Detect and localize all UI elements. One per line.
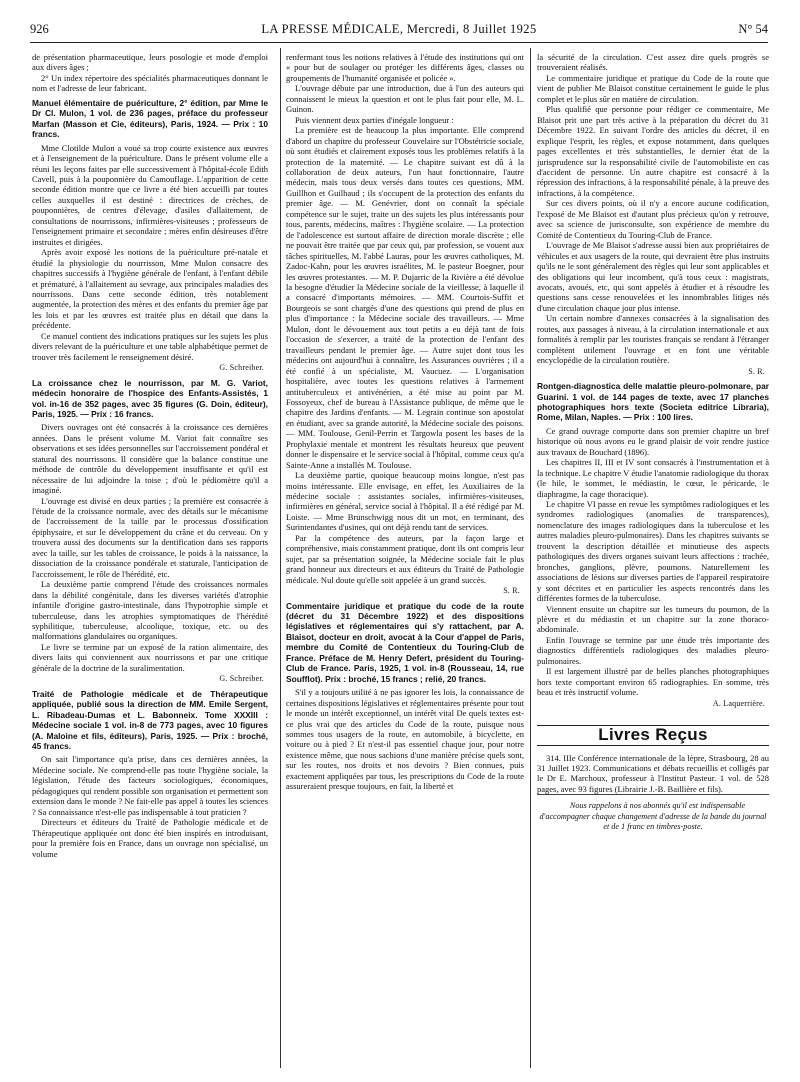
- review-paragraph: La première est de beaucoup la plus importante. Elle comprend d'abord un chapitre du professeur Couvelaire sur l'Obstétricie sociale, où sont étudiés et clairement exposés tous les problèmes relatifs à la protection de la maternité. — Le chapitre suivant est dû à la collaboration de deux auteurs, l'un haut fonctionnaire, l'autre médecin, mais tous deux versés dans toutes ces questions, MM. Guillhon et Guilhaud ; ils s'occupent de la protection des enfants du premier âge. — M. Genévrier, dont on connaît la spéciale compétence sur le sujet, traite un des sujets les plus intéressants pour tous, parents, médecins, maîtres : l'hygiène scolaire. — La protection de l'adolescence est surtout affaire de direction morale discrète ; elle ne pouvait être traitée que par ceux qui, par profession, se vouent aux tâches spirituelles, M. l'abbé Lauras, pour les œuvres catholiques, M. Zadoc-Kahn, pour les œuvres israélites, M. le pasteur Boegner, pour les œuvres protestantes. — M. P. Dujarric de la Rivière a été dévolue la besogne d'étudier la Médecine sociale de la vieillesse, à laquelle il a consacré d'importants mémoires. — MM. Courtois-Suffit et Bourgeois se sont chargés d'une des questions qui prend de plus en plus d'importance : la Médecine sociale des travailleurs. — Mme Mulon, dont le dévouement aux tout petits a eu déjà tant de fois l'occasion de s'exercer, a traité de la protection de l'enfant des travailleurs pendant le premier âge. — Autre sujet dont tous les médecins ont aujourd'hui à connaître, les Assurances ouvrières ; il a été confié à un spécialiste, M. Vaucuez. — L'organisation hospitalière, avec toutes les questions relatives à l'armement antituberculeux et antivénérien, a été mise au point par M. Fossoyeux, chef de bureau à l'Assistance publique, de même que le chapitre des Jardins d'enfants. — M. Legrain continue son apostolat en étudiant, avec sa grande autorité, la Médecine sociale des poisons. — MM. Toulouse, Genil-Perrin et Targowla posent les bases de la Prophylaxie mentale et montrent les résultats heureux que peuvent donner le dispensaire et le service social à l'hôpital, comme ceux qu'a Sainte-Anne a installés M. Toulouse.: [286, 125, 524, 470]
- review-paragraph: Divers ouvrages ont été consacrés à la croissance ces dernières années. Dans le présent volume M. Variot fait connaître ses observations et ses idées personnelles sur l'accroissement pondéral et statural des nourrissons. Il considère que la balance constitue une méthode de contrôle du développement insuffisante et qu'il est nécessaire de lui adjoindre la toise ; d'où le pédiomètre qu'il a imaginé.: [32, 422, 268, 496]
- review-paragraph: Le livre se termine par un exposé de la ration alimentaire, des divers laits qui conviennent aux nourrissons et par une critique générale de la doctrine de la suralimentation.: [32, 641, 268, 673]
- header-rule: [30, 42, 768, 43]
- review-paragraph: S'il y a toujours utilité à ne pas ignorer les lois, la connaissance de certaines dispositions législatives et réglementaires présente pour tout le monde un intérêt exceptionnel, un intérêt vital De quels textes est-ce plus vrai que des articles du Code de la route, puisque nous sommes tous usagers de la route, en automobile, à bicyclette, en voiture ou à pied ? Et n'est-il pas essentiel chaque jour, pour notre existence même, que nous sachions d'une manière précise quels sont, sur les routes, nos droits et nos devoirs ? Bien connues, puis exactement appliquées par tous, les prescriptions du Code de la route assureraient presque toujours, en fait, la liberté et: [286, 687, 524, 792]
- review-paragraph: Les chapitres II, III et IV sont consacrés à l'instrumentation et à la technique. Le chapitre V étudie l'anatomie radiologique du thorax (le hile, le sommet, le médiastin, le cœur, le péricarde, le diaphragme, la cage thoracique).: [537, 457, 769, 499]
- review-paragraph: Sur ces divers points, où il n'y a encore aucune codification, l'exposé de Me Blaisot est d'autant plus précieux qu'on y retrouve, avec sa science de jurisconsulte, son expérience de membre du Comité de Contentieux du Touring-Club de France.: [537, 198, 769, 240]
- reviewer-signature: G. Schreiber.: [219, 674, 264, 684]
- review-paragraph: Puis viennent deux parties d'inégale longueur :: [295, 114, 454, 125]
- review-paragraph: Il est largement illustré par de belles planches photographiques hors texte comportant environ 65 radiographies. En somme, très beau et très instructif volume.: [537, 666, 769, 698]
- livres-recus-section: [537, 725, 769, 794]
- review-paragraph: Mme Clotilde Mulon a voué sa trop courte existence aux œuvres et à l'enseignement de la puériculture. Dans le présent volume elle a réuni les leçons faites par elle successivement à l'hôpital-école Edith Cavell, puis à la pouponnière du Camouflage. L'apparition de cette seconde édition montre que ce livre a été bien accueilli par toutes celles auxquelles il est destiné : directrices de crèches, de pouponnières, de centres d'élevage, d'asiles d'allaitement, de consultations de nourrissons, infirmières-visiteuses ; professeurs de l'enseignement primaire et secondaire ; mères enfin désireuses d'être instruites et dirigées.: [32, 142, 268, 247]
- subscriber-notice: Nous rappelons à nos abonnés qu'il est indispensable d'accompagner chaque changement d'adresse de la bande du journal et de 1 franc en timbres-poste.: [537, 794, 769, 832]
- review-paragraph: On sait l'importance qu'a prise, dans ces dernières années, la Médecine sociale. Ne comprend-elle pas toute l'hygiène sociale, la législation, l'étude des facteurs sociologiques, économiques, pédagogiques qui rendent possible son organisation et permettent son extension dans le monde ? Ne fait-elle pas appel à toutes les sciences ? Sa connaissance n'est-elle pas indispensable à tout praticien ?: [32, 754, 268, 817]
- reviewer-signature: S. R.: [503, 586, 520, 596]
- journal-title: LA PRESSE MÉDICALE, Mercredi, 8 Juillet 1925: [261, 22, 537, 36]
- review-paragraph: Plus qualifié que personne pour rédiger ce commentaire, Me Blaisot prit une part très active à la préparation du décret du 31 Décembre 1922. En suivant l'ordre des articles du décret, il en explique l'esprit, les règles, et expose notamment, dans quelques pages excellentes et très substantielles, le dernier état de la jurisprudence sur la responsabilité civile de l'automobiliste en cas d'accident de personne. Un autre chapitre est consacré à la répression des infractions, à la responsabilité pénale, à la preuve des infractions, à la compétence.: [537, 104, 769, 198]
- review-heading-code-route: Commentaire juridique et pratique du code de la route (décret du 31 Décembre 1922) et des dispositions législatives et réglementaires qui s'y rattachent, par A. Blaisot, docteur en droit, avocat à la Cour d'appel de Paris, membre du Comité de Contentieux du Touring-Club de France. Préface de M. Henry Defert, président du Touring-Club de France. Paris, 1925, 1 vol. in-8 (Rousseau, 14, rue Soufflot). Prix : broché, 15 francs ; relié, 20 francs.: [286, 600, 524, 684]
- review-paragraph: Par la compétence des auteurs, par la façon large et compréhensive, mais constamment pratique, dont ils ont compris leur sujet, par sa présentation soignée, la Médecine sociale fait le plus grand honneur aux directeurs et aux éditeurs du Traité de Pathologie médicale. Nul doute qu'elle soit appelée à un grand succès.: [286, 532, 524, 585]
- livres-recus-item: 314. IIIe Conférence internationale de la lèpre, Strasbourg, 28 au 31 Juillet 1923. Communications et débats recueillis et colligés par le Dr E. Marchoux, professeur à l'Institut Pasteur. 1 vol. de 528 pages, avec 93 figures (Librairie J.-B. Baillière et fils).: [537, 752, 769, 794]
- review-paragraph: Enfin l'ouvrage se termine par une étude très importante des diagnostics différentiels radiologiques des maladies pleuro-pulmonaires.: [537, 634, 769, 666]
- review-paragraph: La deuxième partie comprend l'étude des croissances normales dans la débilité congénitale, dans les diverses variétés d'atrophie infantile d'origine gastro-intestinale, dans l'hypotrophie simple et tuberculeuse, dans les atrophies symptomatiques de l'hérédité syphilitique, tuberculeuse, alcoolique, toxique, etc. ou des malformations glandulaires ou organiques.: [32, 579, 268, 642]
- issue-number: N° 54: [738, 22, 768, 36]
- review-paragraph: Directeurs et éditeurs du Traité de Pathologie médicale et de Thérapeutique appliquée ont donc été bien inspirés en introduisant, pour la première fois en France, dans un ouvrage non spécialisé, un volume: [32, 817, 268, 859]
- column-1: [32, 52, 268, 1068]
- column-divider-2: [530, 48, 531, 1068]
- column-3: [537, 52, 769, 1068]
- review-paragraph: Le chapitre VI passe en revue les symptômes radiologiques et les syndromes radiologiques (anomalies de transparences), nomenclature des images radiologiques dans la tuberculose et les autres maladies pleuro-pulmonaires). Dans les chapitres suivants se trouvent la description détaillée et minutieuse des aspects pathologiques des divers organes suivant leurs affections : trachée, bronches, ganglions, plèvre, poumons. Naturellement les associations de lésions sur diverses parties de l'appareil respiratoire y sont décrites et en particulier les aspects rencontrés dans les différentes formes de la tuberculose.: [537, 499, 769, 604]
- review-paragraph: La deuxième partie, quoique beaucoup moins longue, n'est pas moins intéressante. Elle envisage, en effet, les Auxiliaires de la médecine sociale : assistantes sociales, infirmières-visiteuses, infirmières en général, service social à l'hôpital. Il a été rédigé par M. Loiste. — Mme Brunschwigg nous dit un mot, en terminant, des Surintendantes d'usines, qui ont déjà rendu tant de services.: [286, 470, 524, 533]
- review-paragraph: L'ouvrage est divisé en deux parties ; la première est consacrée à l'étude de la croissance normale, avec des détails sur le mécanisme de l'accroissement de la taille par le processus d'ossification épiphysaire, et sur le développement du crâne et du cerveau. On y trouvera aussi des documents sur la dentification dans ses rapports avec la taille, sur les tables de croissance, le poids à la naissance, la dissociation de la croissance pondérale et staturale, l'anticipation de l'accroissement, le rôle de l'hérédité, etc.: [32, 495, 268, 579]
- review-paragraph: Un certain nombre d'annexes consacrées à la signalisation des routes, aux passages à niveau, à la circulation internationale et aux formalités à remplir par les touristes français se rendant à l'étranger complètent utilement l'ouvrage et en font une véritable encyclopédie de la circulation routière.: [537, 313, 769, 366]
- review-heading-rontgen: Rontgen-diagnostica delle malattie pleuro-polmonare, par Guarini. 1 vol. de 144 pages de texte, avec 17 planches photographiques hors texte (Societa editrice Libraria), Rome, Milan, Naples. — Prix : 100 lires.: [537, 381, 769, 423]
- review-paragraph: L'ouvrage de Me Blaisot s'adresse aussi bien aux propriétaires de véhicules et aux usagers de la route, qui devraient être plus instruits qu'ils ne le sont généralement des règles qui leur sont applicables et des obligations qui leur incombent, qu'à tous ceux : magistrats, avocats, avoués, etc, qui sont appelés à étudier et à résoudre les questions sans cesse renouvelées et les innombrables litiges nés d'une circulation chaque jour plus intense.: [537, 240, 769, 313]
- review-paragraph: Viennent ensuite un chapitre sur les tumeurs du poumon, de la plèvre et du médiastin et un chapitre sur la zone thoraco-abdominale.: [537, 603, 769, 635]
- review-paragraph: Ce grand ouvrage comporte dans son premier chapitre un bref historique où nous avons eu le grand plaisir de voir rendre justice aux travaux de Bouchard (1896).: [537, 425, 769, 457]
- review-paragraph: la sécurité de la circulation. C'est assez dire quels progrès se trouveraient réalisés.: [537, 52, 769, 73]
- column-divider-1: [280, 48, 281, 1068]
- review-heading-puericulture: Manuel élémentaire de puériculture, 2° édition, par Mme le Dr Cl. Mulon, 1 vol. de 236 pages, préface du professeur Marfan (Masson et Cie, éditeurs), Paris, 1924. — Prix : 10 francs.: [32, 97, 268, 140]
- livres-recus-heading: Livres Reçus: [537, 725, 769, 745]
- review-paragraph: Après avoir exposé les notions de la puériculture pré-natale et étudié la physiologie du nourrisson, Mme Mulon consacre des chapitres successifs à l'hygiène générale de l'enfant, à l'enfant débile et prématuré, à l'allaitement au sevrage, aux principales maladies des nourrissons. Dans cette seconde édition, très notablement augmentée, la protection des mères et des enfants du premier âge par les lois et par les œuvres est traitée plus en détail que dans la précédente.: [32, 247, 268, 331]
- intro-paragraph-1: de présentation pharmaceutique, leurs posologie et mode d'emploi aux divers âges ;: [32, 52, 268, 73]
- running-header: [30, 22, 768, 40]
- review-paragraph: Ce manuel contient des indications pratiques sur les sujets les plus divers relevant de la puériculture et une table alphabétique permet de trouver très facilement le renseignement désiré.: [32, 330, 268, 362]
- column-2: [286, 52, 524, 1068]
- intro-paragraph-2: 2° Un index répertoire des spécialités pharmaceutiques donnant le nom et l'adresse de leur fabricant.: [32, 72, 268, 94]
- page-number: 926: [30, 22, 49, 36]
- reviewer-signature: G. Schreiber.: [219, 363, 264, 373]
- reviewer-signature: S. R.: [748, 366, 765, 376]
- reviewer-signature: A. Laquerrière.: [712, 698, 765, 708]
- review-paragraph: Le commentaire juridique et pratique du Code de la route que vient de publier Me Blaisot constitue certainement le guide le plus complet et le plus sûr en matière de circulation.: [537, 72, 769, 104]
- review-paragraph: L'ouvrage débute par une introduction, due à l'un des auteurs qui connaissent le mieux la question et ont le plus fait pour elle, M. L. Guinon.: [286, 83, 524, 115]
- review-paragraph: renfermant tous les notions relatives à l'étude des institutions qui ont « pour but de soulager ou protéger les différents âges, classes ou groupements de l'humanité organisée et policée ».: [286, 52, 524, 83]
- review-heading-croissance: La croissance chez le nourrisson, par M. G. Variot, médecin honoraire de l'hospice des Enfants-Assistés, 1 vol. in-16 de 352 pages, avec 35 figures (G. Doin, éditeur), Paris, 1925. — Prix : 16 francs.: [32, 377, 268, 419]
- review-heading-traite-pathologie: Traité de Pathologie médicale et de Thérapeutique appliquée, publié sous la direction de MM. Emile Sergent, L. Ribadeau-Dumas et L. Babonneix. Tome XXXIII : Médecine sociale 1 vol. in-8 de 773 pages, avec 10 figures (A. Maloine et fils, éditeurs), Paris, 1925. — Prix : broché, 45 francs.: [32, 688, 268, 751]
